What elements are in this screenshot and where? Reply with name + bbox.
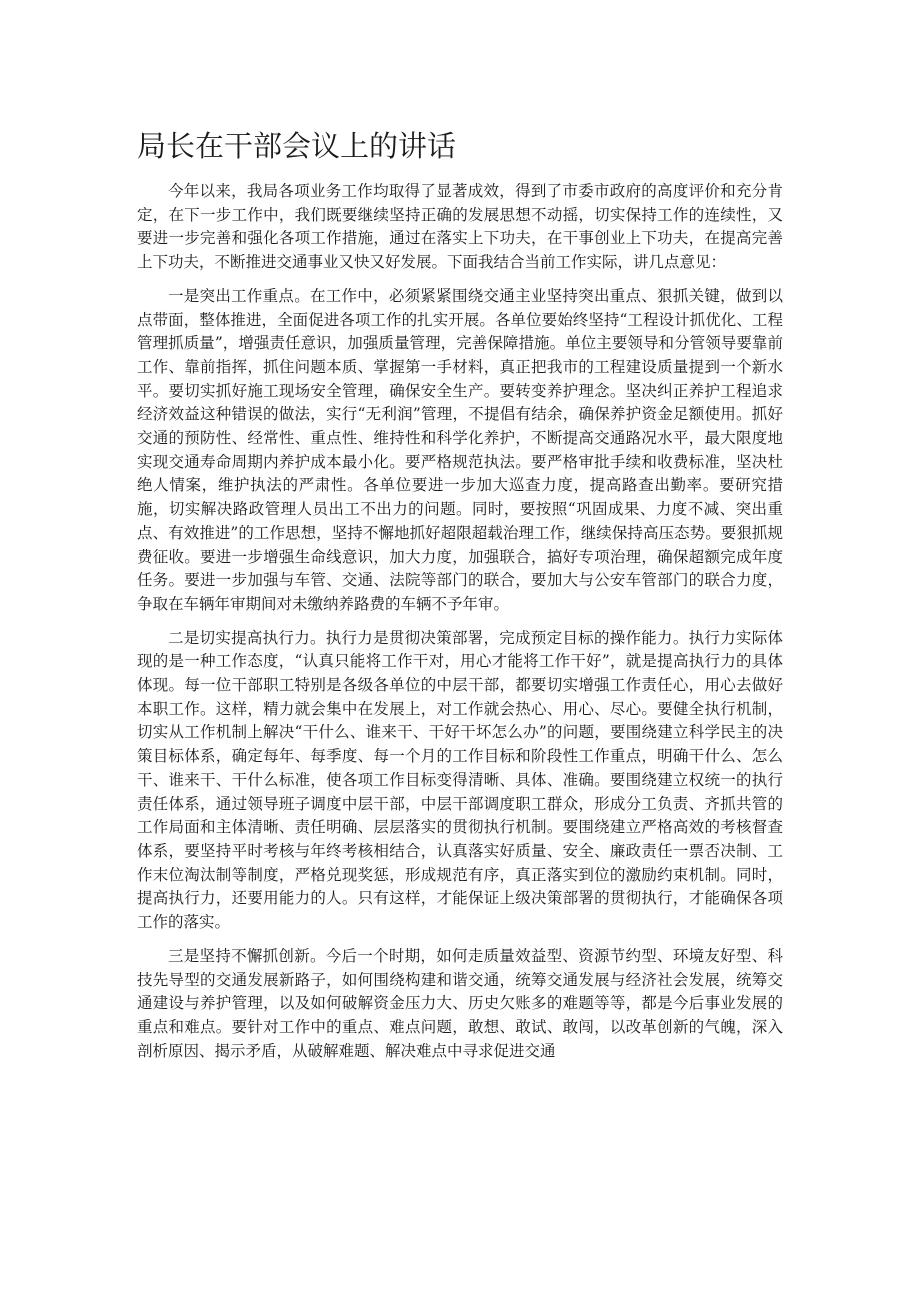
paragraph-focus-priorities: 一是突出工作重点。在工作中，必须紧紧围绕交通主业坚持突出重点、狠抓关键，做到以点带面，整体推进，全面促进各项工作的扎实开展。各单位要始终坚持“工程设计抓优化、工程管理抓质量”，增强责任意识，加强质量管理，完善保障措施。单位主要领导和分管领导要靠前工作、靠前指挥，抓住问题本质、掌握第一手材料，真正把我市的工程建设质量提到一个新水平。要切实抓好施工现场安全管理，确保安全生产。要转变养护理念。坚决纠正养护工程追求经济效益这种错误的做法，实行“无利润”管理，不提倡有结余，确保养护资金足额使用。抓好交通的预防性、经常性、重点性、维持性和科学化养护，不断提高交通路况水平，最大限度地实现交通寿命周期内养护成本最小化。要严格规范执法。要严格审批手续和收费标准，坚决杜绝人情案，维护执法的严肃性。各单位要进一步加大巡查力度，提高路查出勤率。要研究措施，切实解决路政管理人员出工不出力的问题。同时，要按照“巩固成果、力度不减、突出重点、有效推进”的工作思想，坚持不懈地抓好超限超载治理工作，继续保持高压态势。要狠抓规费征收。要进一步增强生命线意识，加大力度，加强联合，搞好专项治理，确保超额完成年度任务。要进一步加强与车管、交通、法院等部门的联合，要加大与公安车管部门的联合力度，争取在车辆年审期间对未缴纳养路费的车辆不予年审。 <box>137 286 783 613</box>
paragraph-execution: 二是切实提高执行力。执行力是贯彻决策部署，完成预定目标的操作能力。执行力实际体现的是一种工作态度，“认真只能将工作干对，用心才能将工作干好”，就是提高执行力的具体体现。每一位干部职工特别是各级各单位的中层干部，都要切实增强工作责任心，用心去做好本职工作。这样，精力就会集中在发展上，对工作就会热心、用心、尽心。要健全执行机制，切实从工作机制上解决“干什么、谁来干、干好干坏怎么办”的问题，要围绕建立科学民主的决策目标体系，确定每年、每季度、每一个月的工作目标和阶段性工作重点，明确干什么、怎么干、谁来干、干什么标准，使各项工作目标变得清晰、具体、准确。要围绕建立权统一的执行责任体系，通过领导班子调度中层干部，中层干部调度职工群众，形成分工负责、齐抓共管的工作局面和主体清晰、责任明确、层层落实的贯彻执行机制。要围绕建立严格高效的考核督查体系，要坚持平时考核与年终考核相结合，认真落实好质量、安全、廉政责任一票否决制、工作末位淘汰制等制度，严格兑现奖惩，形成规范有序，真正落实到位的激励约束机制。同时，提高执行力，还要用能力的人。只有这样，才能保证上级决策部署的贯彻执行，才能确保各项工作的落实。 <box>137 628 783 932</box>
paragraph-innovation: 三是坚持不懈抓创新。今后一个时期，如何走质量效益型、资源节约型、环境友好型、科技先导型的交通发展新路子，如何围绕构建和谐交通，统筹交通发展与经济社会发展，统筹交通建设与养护管理，以及如何破解资金压力大、历史欠账多的难题等等，都是今后事业发展的重点和难点。要针对工作中的重点、难点问题，敢想、敢试、敢闯，以改革创新的气魄，深入剖析原因、揭示矛盾，从破解难题、解决难点中寻求促进交通 <box>137 946 783 1060</box>
document-title: 局长在干部会议上的讲话 <box>137 129 457 163</box>
document-body <box>137 180 783 1073</box>
paragraph-intro: 今年以来，我局各项业务工作均取得了显著成效，得到了市委市政府的高度评价和充分肯定，在下一步工作中，我们既要继续坚持正确的发展思想不动摇，切实保持工作的连续性，又要进一步完善和强化各项工作措施，通过在落实上下功夫，在干事创业上下功夫，在提高完善上下功夫，不断推进交通事业又快又好发展。下面我结合当前工作实际，讲几点意见： <box>137 182 783 272</box>
